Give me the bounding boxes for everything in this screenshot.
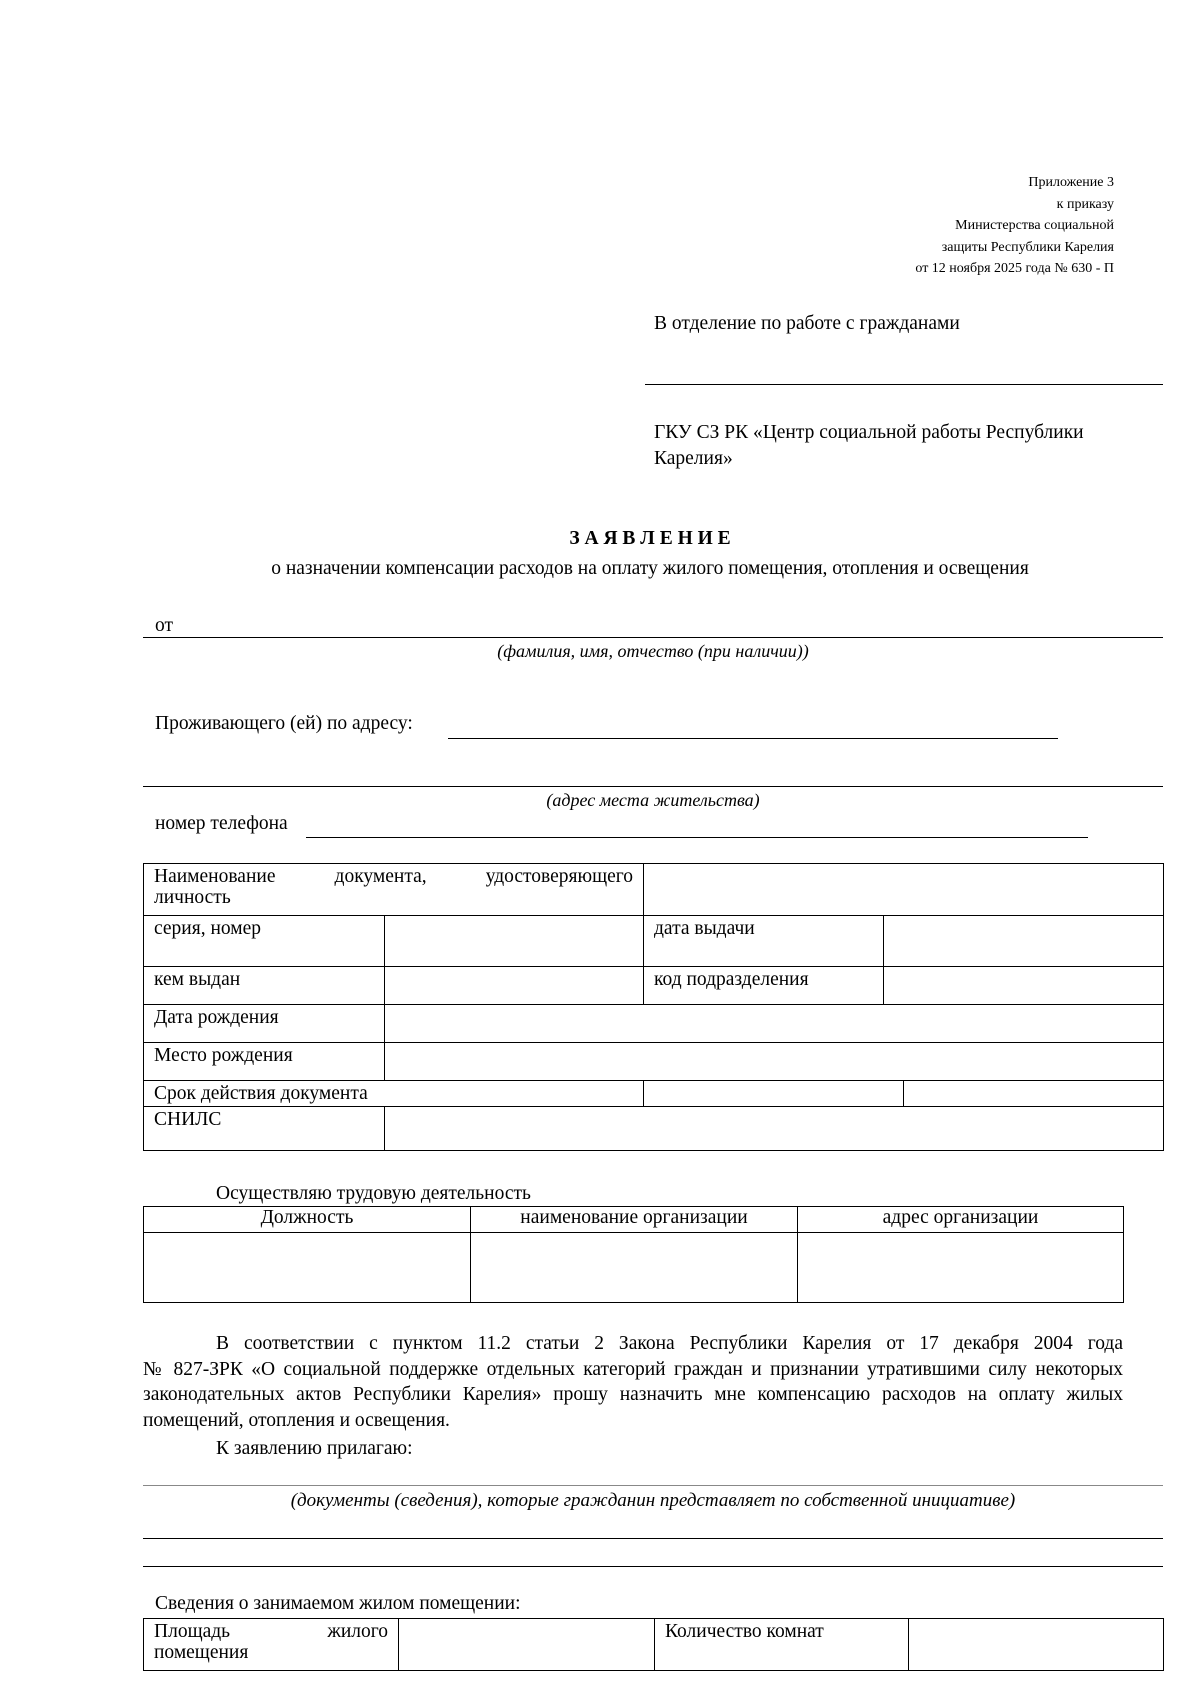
id-row-birth-date — [144, 1005, 1164, 1043]
address-hint: (адрес места жительства) — [546, 790, 760, 810]
annex-line-4: защиты Республики Карелия — [941, 239, 1114, 255]
phone-label: номер телефона — [155, 813, 288, 834]
validity-value-to[interactable] — [904, 1081, 1164, 1107]
birth-date-label: Дата рождения — [144, 1005, 385, 1043]
series-label: серия, номер — [144, 916, 385, 967]
address-field-line[interactable] — [448, 738, 1058, 739]
annex-block — [714, 172, 1114, 280]
address-second-line[interactable] — [143, 786, 1163, 787]
birth-place-label: Место рождения — [144, 1043, 385, 1081]
doc-name-value[interactable] — [644, 864, 1164, 916]
attachments-label: К заявлению прилагаю: — [216, 1438, 413, 1459]
living-area-value[interactable] — [399, 1619, 655, 1671]
annex-line-1: Приложение 3 — [1028, 175, 1114, 190]
id-row-validity — [144, 1081, 1164, 1107]
position-value[interactable] — [144, 1233, 471, 1303]
from-label: от — [155, 615, 174, 636]
annex-line-5: от 12 ноября 2025 года № 630 - П — [915, 261, 1114, 276]
organization-name-value[interactable] — [471, 1233, 798, 1303]
housing-intro: Сведения о занимаемом жилом помещении: — [155, 1593, 521, 1614]
attachments-hint: (документы (сведения), которые гражданин представляет по собственной инициативе) — [290, 1490, 1016, 1511]
doc-name-word-3: удостоверяющего — [485, 866, 634, 887]
issue-date-label: дата выдачи — [644, 916, 884, 967]
addressee-blank-line[interactable] — [645, 384, 1163, 385]
attachments-line-2[interactable] — [143, 1538, 1163, 1539]
phone-field-line[interactable] — [306, 837, 1088, 838]
statement-rest: № 827-ЗРК «О социальной поддержке отдельных категорий граждан и признании утратившими силу некоторых законодательных актов Республики Карелия» прошу назначить мне компенсацию расходов на оплату жилых помещений, отопления и освещения. — [143, 1358, 1123, 1431]
validity-value-from[interactable] — [644, 1081, 904, 1107]
rooms-count-label: Количество комнат — [655, 1619, 909, 1671]
column-organization-name: наименование организации — [471, 1207, 798, 1233]
column-position: Должность — [144, 1207, 471, 1233]
id-row-birth-place — [144, 1043, 1164, 1081]
validity-label: Срок действия документа — [144, 1081, 644, 1107]
issued-by-label: кем выдан — [144, 967, 385, 1005]
housing-table — [143, 1618, 1164, 1671]
column-organization-address: адрес организации — [798, 1207, 1124, 1233]
annex-line-3: Министерства социальной — [955, 218, 1114, 233]
attachments-line-1[interactable] — [143, 1485, 1163, 1486]
employment-intro: Осуществляю трудовую деятельность — [216, 1183, 531, 1204]
doc-name-label — [144, 864, 644, 916]
living-area-word-3: помещения — [154, 1642, 249, 1663]
housing-row — [144, 1619, 1164, 1671]
snils-label: СНИЛС — [144, 1107, 385, 1151]
living-area-word-1: Площадь — [154, 1621, 231, 1642]
statement-first-line: В соответствии с пунктом 11.2 статьи 2 Закона Республики Карелия от 17 декабря 2004 года — [216, 1333, 1123, 1354]
division-code-label: код подразделения — [644, 967, 884, 1005]
snils-value[interactable] — [385, 1107, 1164, 1151]
doc-name-word-4: личность — [154, 887, 231, 908]
id-row-series — [144, 916, 1164, 967]
issue-date-value[interactable] — [884, 916, 1164, 967]
division-code-value[interactable] — [884, 967, 1164, 1005]
addressee-org — [654, 420, 1084, 472]
living-area-word-2: жилого — [327, 1621, 388, 1642]
annex-line-2: к приказу — [1056, 196, 1114, 212]
attachments-line-3[interactable] — [143, 1566, 1163, 1567]
name-field-line[interactable] — [143, 637, 1163, 638]
statement-paragraph — [143, 1331, 1123, 1433]
birth-date-value[interactable] — [385, 1005, 1164, 1043]
addressee-line: В отделение по работе с гражданами — [654, 313, 960, 334]
employment-table — [143, 1206, 1124, 1303]
address-label: Проживающего (ей) по адресу: — [155, 713, 413, 734]
birth-place-value[interactable] — [385, 1043, 1164, 1081]
document-subtitle: о назначении компенсации расходов на оплату жилого помещения, отопления и освещения — [271, 558, 1029, 579]
employment-data-row — [144, 1233, 1124, 1303]
issued-by-value[interactable] — [385, 967, 644, 1005]
organization-address-value[interactable] — [798, 1233, 1124, 1303]
addressee-org-line-1: ГКУ СЗ РК «Центр социальной работы Республики — [654, 422, 1084, 443]
employment-header-row — [144, 1207, 1124, 1233]
doc-name-word-2: документа, — [334, 866, 427, 887]
addressee-org-line-2: Карелия» — [654, 448, 733, 469]
living-area-label — [144, 1619, 399, 1671]
doc-name-word-1: Наименование — [154, 866, 276, 887]
id-row-document-name — [144, 864, 1164, 916]
id-row-snils — [144, 1107, 1164, 1151]
id-document-table — [143, 863, 1164, 1151]
rooms-count-value[interactable] — [909, 1619, 1164, 1671]
name-hint: (фамилия, имя, отчество (при наличии)) — [497, 641, 809, 661]
series-value[interactable] — [385, 916, 644, 967]
document-title: З А Я В Л Е Н И Е — [569, 528, 731, 549]
id-row-issued-by — [144, 967, 1164, 1005]
